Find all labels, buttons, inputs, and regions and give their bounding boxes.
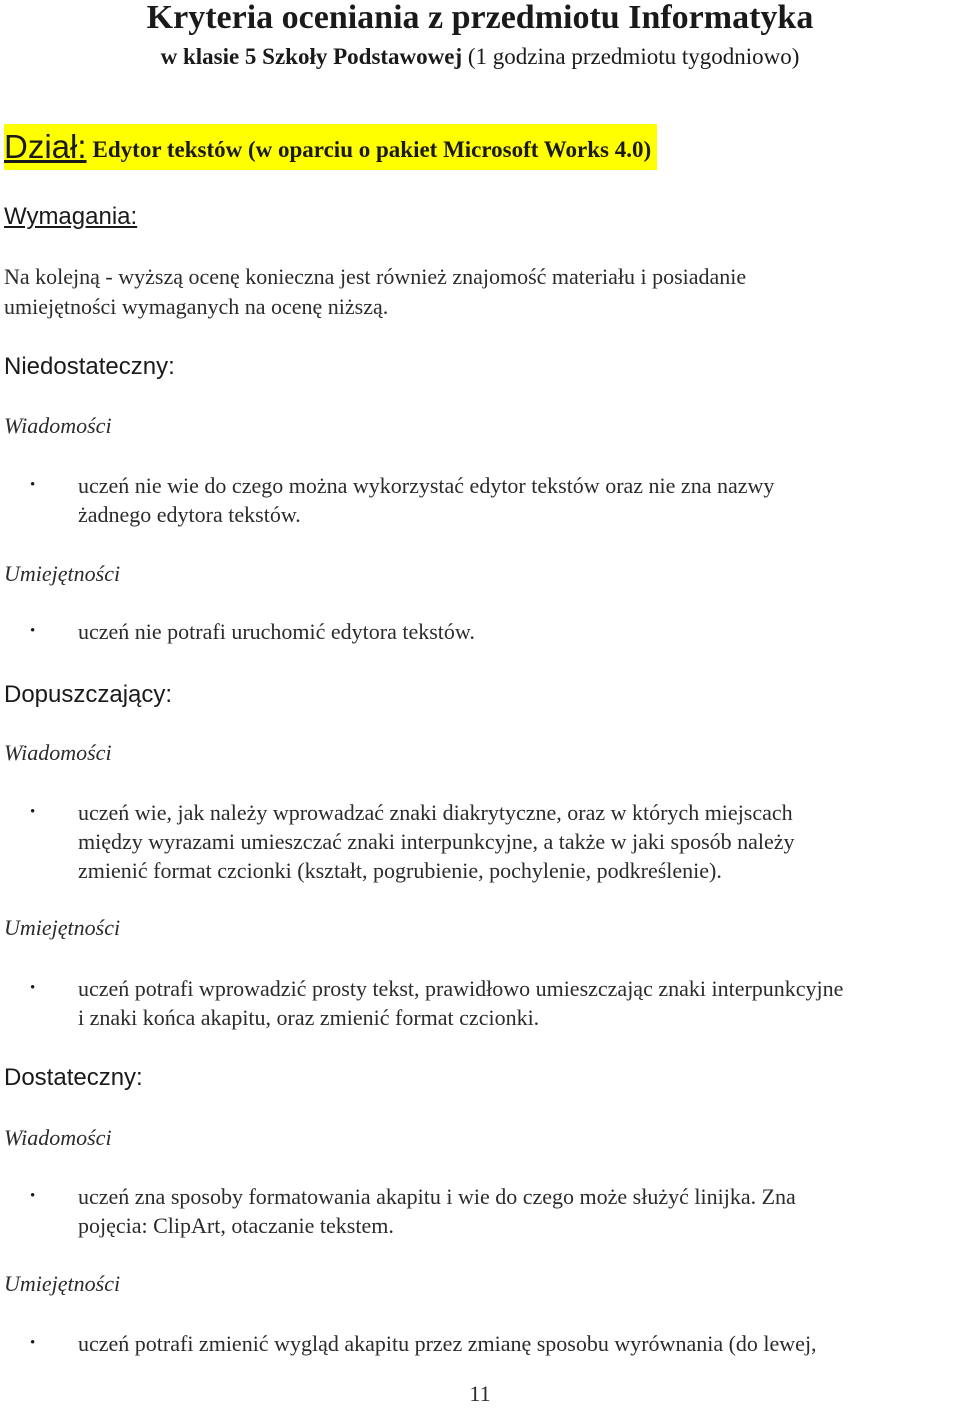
grade-heading-dostateczny: Dostateczny: — [4, 1064, 143, 1091]
knowledge-line: uczeń zna sposoby formatowania akapitu i wie do czego może służyć linijka. Zna — [78, 1184, 796, 1209]
knowledge-line: uczeń wie, jak należy wprowadzać znaki diakrytyczne, oraz w których miejscach — [78, 800, 793, 825]
knowledge-heading: Wiadomości — [4, 1125, 112, 1150]
bullet-icon: • — [30, 1335, 36, 1351]
bullet-icon: • — [30, 980, 36, 996]
knowledge-line: uczeń nie wie do czego można wykorzystać edytor tekstów oraz nie zna nazwy — [78, 473, 775, 498]
grade-heading-niedostateczny: Niedostateczny: — [4, 353, 175, 380]
subtitle-school: w klasie 5 Szkoły Podstawowej — [160, 44, 463, 69]
bullet-icon: • — [30, 477, 36, 493]
knowledge-heading: Wiadomości — [4, 740, 112, 765]
requirements-line-1: Na kolejną - wyższą ocenę konieczna jest również znajomość materiału i posiadanie — [4, 264, 747, 289]
section-label: Dział: — [4, 128, 87, 165]
document-title: Kryteria oceniania z przedmiotu Informatyka — [146, 0, 814, 36]
skills-line: i znaki końca akapitu, oraz zmienić format czcionki. — [78, 1005, 540, 1030]
section-title: Edytor tekstów (w oparciu o pakiet Microsoft Works 4.0) — [92, 137, 652, 162]
skills-line: uczeń potrafi zmienić wygląd akapitu przez zmianę sposobu wyrównania (do lewej, — [78, 1331, 817, 1356]
knowledge-line: żadnego edytora tekstów. — [78, 502, 301, 527]
bullet-icon: • — [30, 623, 36, 639]
knowledge-heading: Wiadomości — [4, 413, 112, 438]
requirements-heading: Wymagania: — [4, 203, 138, 230]
subtitle-hours: (1 godzina przedmiotu tygodniowo) — [462, 44, 800, 69]
requirements-line-2: umiejętności wymaganych na ocenę niższą. — [4, 294, 389, 319]
knowledge-line: między wyrazami umieszczać znaki interpunkcyjne, a także w jaki sposób należy — [78, 829, 795, 854]
page-number: 11 — [469, 1381, 491, 1406]
knowledge-line: pojęcia: ClipArt, otaczanie tekstem. — [78, 1213, 394, 1238]
skills-heading: Umiejętności — [4, 561, 121, 586]
skills-heading: Umiejętności — [4, 1271, 121, 1296]
skills-line: uczeń nie potrafi uruchomić edytora tekstów. — [78, 619, 475, 644]
document-subtitle — [0, 40, 960, 74]
section-banner — [4, 124, 657, 170]
knowledge-line: zmienić format czcionki (kształt, pogrubienie, pochylenie, podkreślenie). — [78, 858, 722, 883]
bullet-icon: • — [30, 804, 36, 820]
grade-heading-dopuszczajacy: Dopuszczający: — [4, 681, 173, 708]
bullet-icon: • — [30, 1188, 36, 1204]
skills-line: uczeń potrafi wprowadzić prosty tekst, prawidłowo umieszczając znaki interpunkcyjne — [78, 976, 844, 1001]
skills-heading: Umiejętności — [4, 915, 121, 940]
